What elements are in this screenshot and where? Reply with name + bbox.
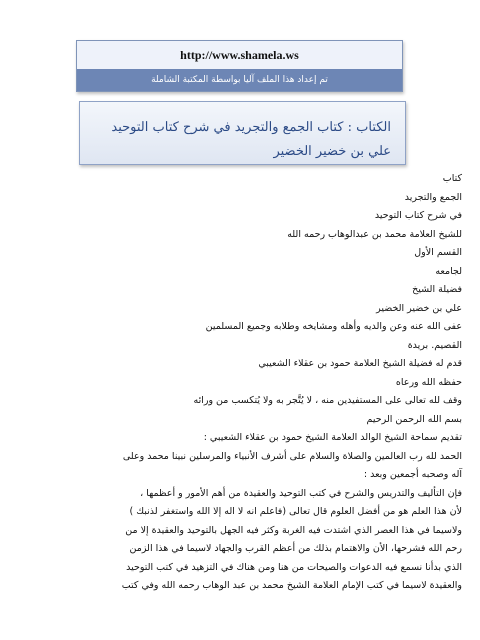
book-title: الكتاب : كتاب الجمع والتجريد في شرح كتاب التوحيد xyxy=(111,120,391,135)
body-line: تقديم سماحة الشيخ الوالد العلامة الشيخ حمود بن عقلاء الشعيبي : xyxy=(203,432,462,443)
body-line: حفظه الله ورعاه xyxy=(395,376,462,388)
body-line: للشيخ العلامة محمد بن عبدالوهاب رحمه الله xyxy=(287,228,462,240)
body-line: القسم الأول xyxy=(414,247,462,258)
body-line: كتاب xyxy=(442,173,462,184)
body-line: وقف لله تعالى على المستفيدين منه ، لا يُتَّجر به ولا يُتكسب من ورائه xyxy=(193,395,462,406)
body-line: لأن هذا العلم هو من أفضل العلوم قال تعالى (فاعلم انه لا اله إلا الله واستغفر لذنبك ) xyxy=(129,506,462,517)
body-line: علي بن خضير الخضير xyxy=(376,302,462,314)
body-line: فضيلة الشيخ xyxy=(412,284,462,295)
body-line: الحمد لله رب العالمين والصلاة والسلام على أشرف الأنبياء والمرسلين نبينا محمد وعلى xyxy=(122,450,462,462)
body-line: رحم الله فشرحها، الأن والاهتمام بذلك من أعظم القرب والجهاد لاسيما في هذا الزمن xyxy=(129,543,462,554)
body-line: الجمع والتجريد xyxy=(404,191,462,203)
body-line: عفى الله عنه وعن والديه وأهله ومشايخه وطلابه وجميع المسلمين xyxy=(205,321,462,332)
body-line: والعقيدة لاسيما في كتب الإمام العلامة الشيخ محمد بن عبد الوهاب رحمه الله وفي كتب xyxy=(121,580,462,591)
book-author: علي بن خضير الخضير xyxy=(273,144,391,159)
book-title-box xyxy=(79,101,406,165)
source-header xyxy=(76,40,403,92)
generation-note: تم إعداد هذا الملف آليا بواسطة المكتبة الشاملة xyxy=(77,69,402,91)
document-body xyxy=(60,170,462,596)
body-line: ولاسيما في هذا العصر الذي اشتدت فيه الغربة وكثر فيه الجهل بالتوحيد والعقيدة إلا من xyxy=(125,524,462,536)
body-line: الذي بدأنا نسمع فيه الدعوات والصيحات من هنا ومن هناك في التزهيد في كتب التوحيد xyxy=(126,561,462,573)
body-line: القصيم. بريدة xyxy=(407,339,462,351)
source-url[interactable]: http://www.shamela.ws xyxy=(77,41,402,69)
body-line: لجامعه xyxy=(435,265,462,277)
body-line: آله وصحبه أجمعين وبعد : xyxy=(363,469,462,480)
body-line: بسم الله الرحمن الرحيم xyxy=(366,413,462,425)
body-line: قدم له فضيلة الشيخ العلامة حمود بن عقلاء الشعيبي xyxy=(258,358,462,369)
body-line: فإن التأليف والتدريس والشرح في كتب التوحيد والعقيدة من أهم الأمور و أعظمها ، xyxy=(140,487,462,499)
body-line: في شرح كتاب التوحيد xyxy=(374,210,462,221)
